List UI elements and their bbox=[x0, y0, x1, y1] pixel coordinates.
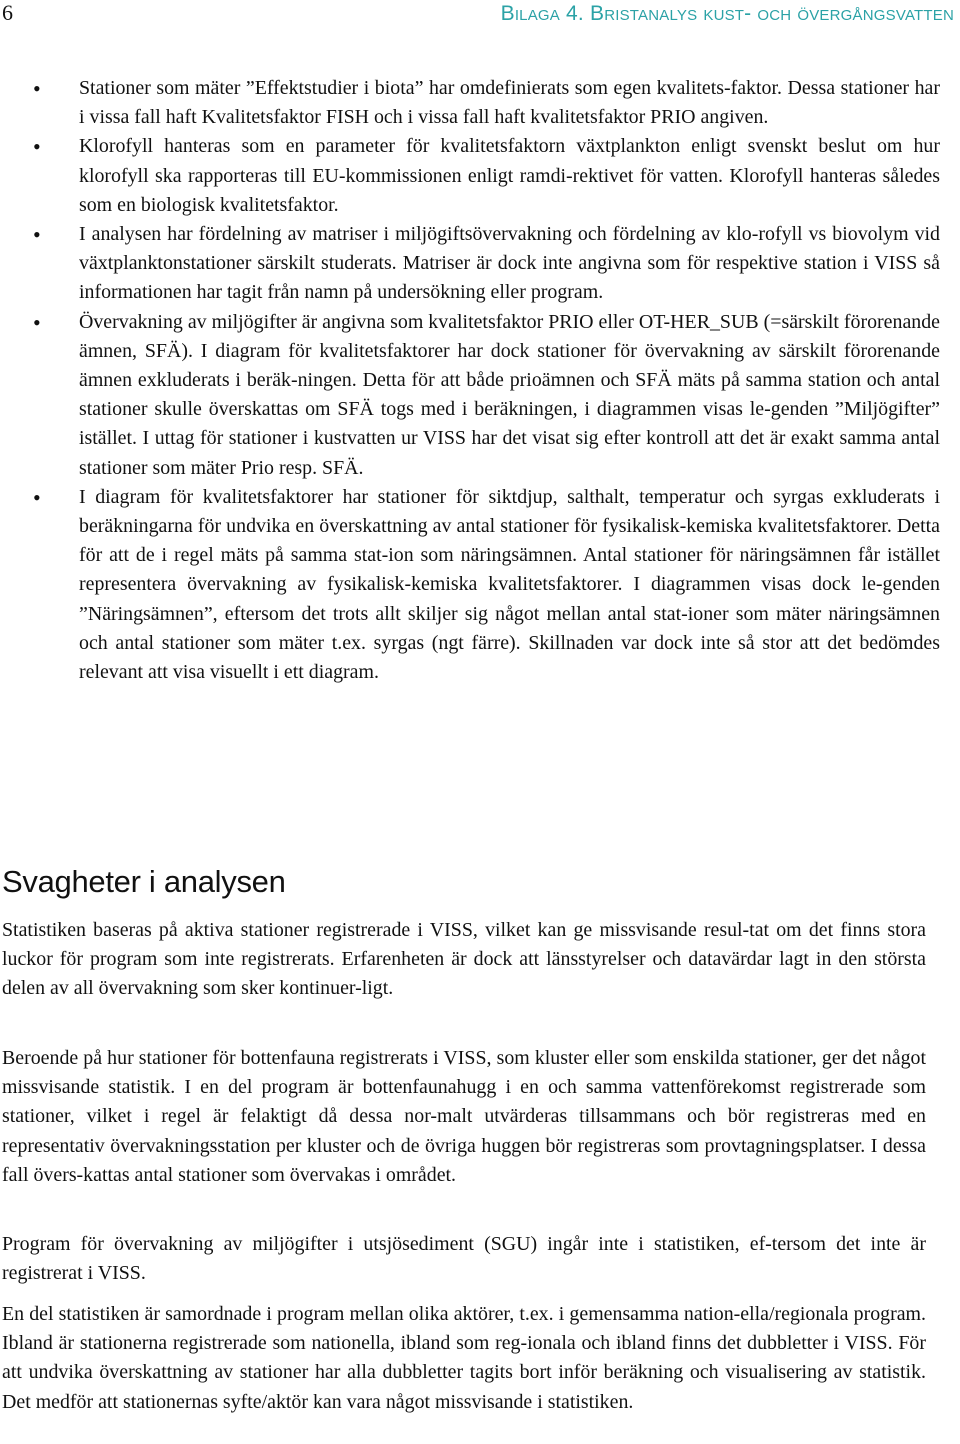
list-item: • I diagram för kvalitetsfaktorer har stationer för siktdjup, salthalt, temperatur och syrgas exkluderats i beräkningarna för undvika en överskattning av antal stationer för fysikalisk-kemiska kvalitetsfaktorer. Detta för att de i regel mäts på samma stat-ion som näringsämnen. Antal stationer för näringsämnen får istället representera övervakning av fysikalisk-kemiska kvalitetsfaktorer. I diagrammen visas dock le-genden ”Näringsämnen”, eftersom det trots allt skiljer sig något mellan antal stat-ioner som mäter näringsämnen och antal stationer som mäter t.ex. syrgas (ngt färre). Skillnaden var dock inte så stor att det bedömdes relevant att visa visuellt i ett diagram. bbox=[0, 483, 940, 687]
list-item: • Klorofyll hanteras som en parameter för kvalitetsfaktorn växtplankton enligt svenskt beslut om hur klorofyll ska rapporteras till EU-kommissionen enligt ramdi-rektivet för vatten. Klorofyll hanteras således som en biologisk kvalitetsfaktor. bbox=[0, 132, 940, 220]
list-item: • I analysen har fördelning av matriser i miljögiftsövervakning och fördelning av klo-rofyll vs biovolym vid växtplanktonstationer särskilt studerats. Matriser är dock inte angivna som för respektive station i VISS så informationen har tagit från namn på undersökning eller program. bbox=[0, 220, 940, 308]
paragraph: En del statistiken är samordnade i program mellan olika aktörer, t.ex. i gemensamma nation-ella/regionala program. Ibland är stationerna registrerade som nationella, ibland som reg-ionala och ibland finns det dubbletter i VISS. För att undvika överskattning av stationer har alla dubbletter tagits bort inför beräkning och visualisering av statistik. Det medför att stationernas syfte/aktör kan vara något missvisande i statistiken. bbox=[2, 1303, 926, 1413]
bullet-list bbox=[0, 74, 940, 687]
page-header bbox=[0, 0, 960, 40]
page-number: 6 bbox=[2, 0, 13, 25]
list-item: • Stationer som mäter ”Effektstudier i biota” har omdefinierats som egen kvalitets-faktor. Dessa stationer har i vissa fall haft Kvalitetsfaktor FISH och i vissa fall haft kvalitetsfaktor PRIO angiven. bbox=[0, 74, 940, 132]
paragraph: Statistiken baseras på aktiva stationer registrerade i VISS, vilket kan ge missvisande resul-tat om det finns stora luckor för program som inte registrerats. Erfarenheten är dock att länsstyrelser och datavärdar lagt in den största delen av all övervakning som sker kontinuer-ligt. bbox=[2, 919, 926, 1000]
paragraph: Beroende på hur stationer för bottenfauna registrerats i VISS, som kluster eller som enskilda stationer, ger det något missvisande statistik. I en del program är bottenfaunahugg i en och samma vattenförekomst registrerade som stationer, vilket i regel är felaktigt då dessa nor-malt utvärderas tillsammans och bör registreras med en representativ övervakningsstation per kluster och de övriga huggen bör registreras som provtagningsplatser. I dessa fall övers-kattas antal stationer som övervakas i området. bbox=[2, 1047, 926, 1186]
section-heading: Svagheter i analysen bbox=[2, 864, 286, 899]
list-item: • Övervakning av miljögifter är angivna som kvalitetsfaktor PRIO eller OT-HER_SUB (=särskilt förorenande ämnen, SFÄ). I diagram för kvalitetsfaktorer har dock stationer för övervakning av särskilt förorenande ämnen exkluderats i beräk-ningen. Detta för att både prioämnen och SFÄ mäts på samma station och antal stationer skulle överskattas om SFÄ togs med i beräkningen, i diagrammen visas le-genden ”Miljögifter” istället. I uttag för stationer i kustvatten ur VISS har det visat sig efter kontroll att det är exakt samma antal stationer som mäter Prio resp. SFÄ. bbox=[0, 308, 940, 483]
running-head: Bilaga 4. Bristanalys kust- och övergångsvatten bbox=[500, 2, 954, 25]
paragraph: Program för övervakning av miljögifter i utsjösediment (SGU) ingår inte i statistiken, ef-tersom det inte är registrerat i VISS. bbox=[2, 1233, 926, 1285]
